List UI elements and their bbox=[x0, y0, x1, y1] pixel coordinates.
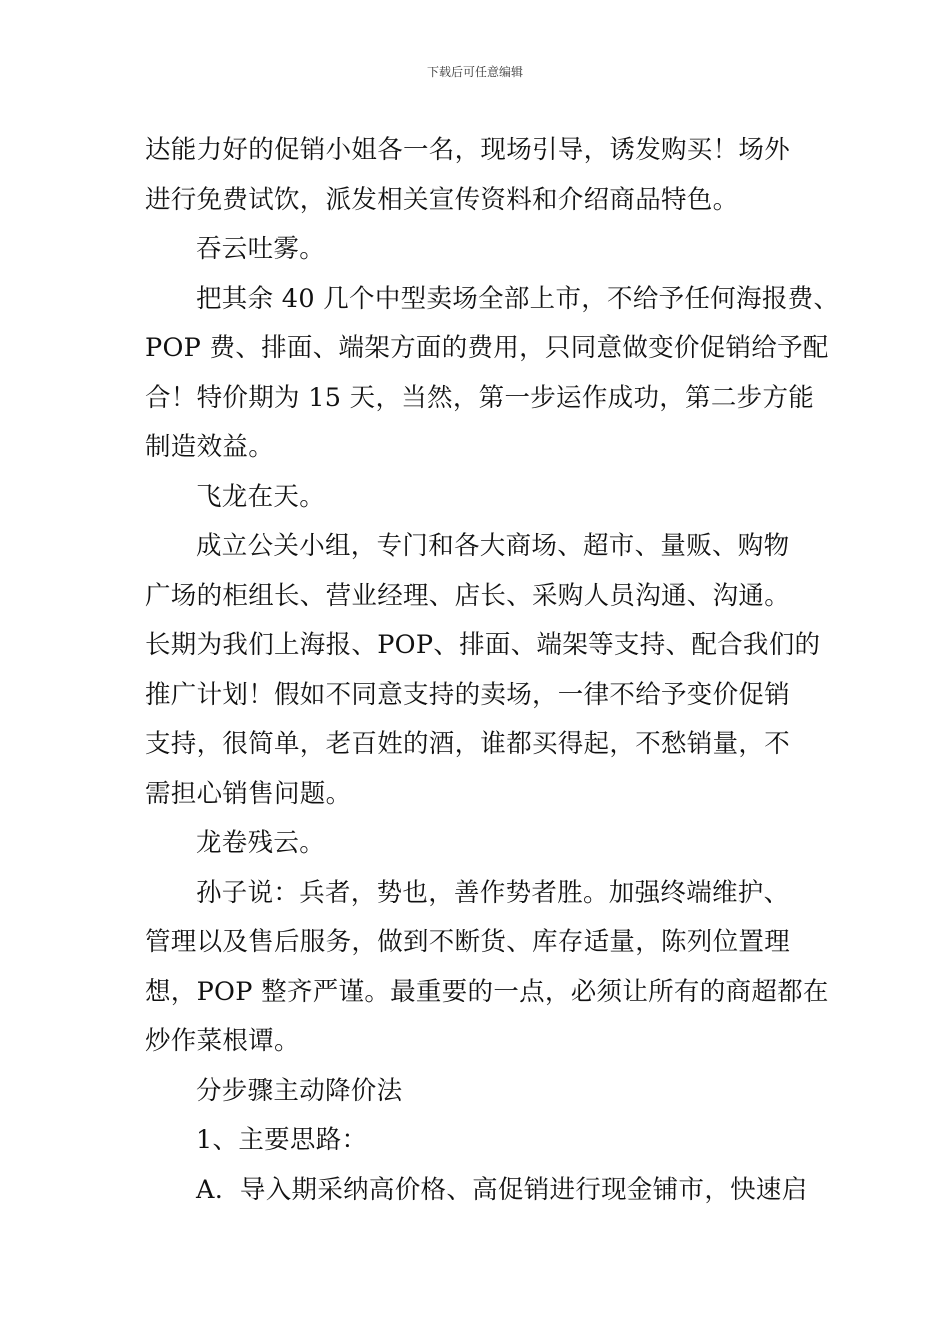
paragraph bbox=[145, 126, 815, 225]
text-line: 合！特价期为 15 天，当然，第一步运作成功，第二步方能 bbox=[145, 382, 815, 413]
text-line: 制造效益。 bbox=[145, 432, 275, 462]
text-line: 达能力好的促销小姐各一名，现场引导，诱发购买！场外 bbox=[145, 135, 791, 165]
text-line: 成立公关小组，专门和各大商场、超市、量贩、购物 bbox=[196, 531, 790, 561]
text-line: POP 费、排面、端架方面的费用，只同意做变价促销给予配 bbox=[145, 333, 829, 363]
section-heading bbox=[145, 225, 815, 275]
text-line: 飞龙在天。 bbox=[196, 481, 326, 512]
section-heading bbox=[145, 473, 815, 523]
section-heading bbox=[145, 1067, 815, 1117]
text-line: 长期为我们上海报、POP、排面、端架等支持、配合我们的 bbox=[145, 630, 821, 660]
paragraph bbox=[145, 522, 821, 819]
section-heading bbox=[145, 819, 815, 869]
text-line: 1、主要思路： bbox=[196, 1125, 368, 1155]
text-line: 管理以及售后服务，做到不断货、库存适量，陈列位置理 bbox=[145, 927, 791, 957]
document-body bbox=[145, 126, 840, 1215]
list-item bbox=[145, 1166, 815, 1216]
paragraph bbox=[145, 869, 829, 1067]
text-line: 支持，很简单，老百姓的酒，谁都买得起，不愁销量，不 bbox=[145, 729, 791, 759]
text-line: A. 导入期采纳高价格、高促销进行现金铺市，快速启 bbox=[196, 1174, 808, 1205]
text-line: 推广计划！假如不同意支持的卖场，一律不给予变价促销 bbox=[145, 679, 791, 710]
page-header: 下载后可任意编辑 bbox=[426, 65, 523, 79]
text-line: 想，POP 整齐严谨。最重要的一点，必须让所有的商超都在 bbox=[145, 976, 829, 1007]
paragraph bbox=[145, 275, 840, 473]
text-line: 分步骤主动降价法 bbox=[196, 1075, 403, 1106]
text-line: 龙卷残云。 bbox=[196, 828, 326, 858]
list-heading bbox=[145, 1116, 815, 1166]
text-line: 炒作菜根谭。 bbox=[145, 1026, 300, 1056]
text-line: 把其余 40 几个中型卖场全部上市，不给予任何海报费、 bbox=[196, 283, 840, 314]
text-line: 进行免费试饮，派发相关宣传资料和介绍商品特色。 bbox=[145, 184, 739, 215]
text-line: 广场的柜组长、营业经理、店长、采购人员沟通、沟通。 bbox=[145, 580, 791, 611]
text-line: 孙子说：兵者，势也，善作势者胜。加强终端维护、 bbox=[196, 877, 790, 908]
text-line: 吞云吐雾。 bbox=[196, 234, 326, 264]
text-line: 需担心销售问题。 bbox=[145, 778, 352, 809]
